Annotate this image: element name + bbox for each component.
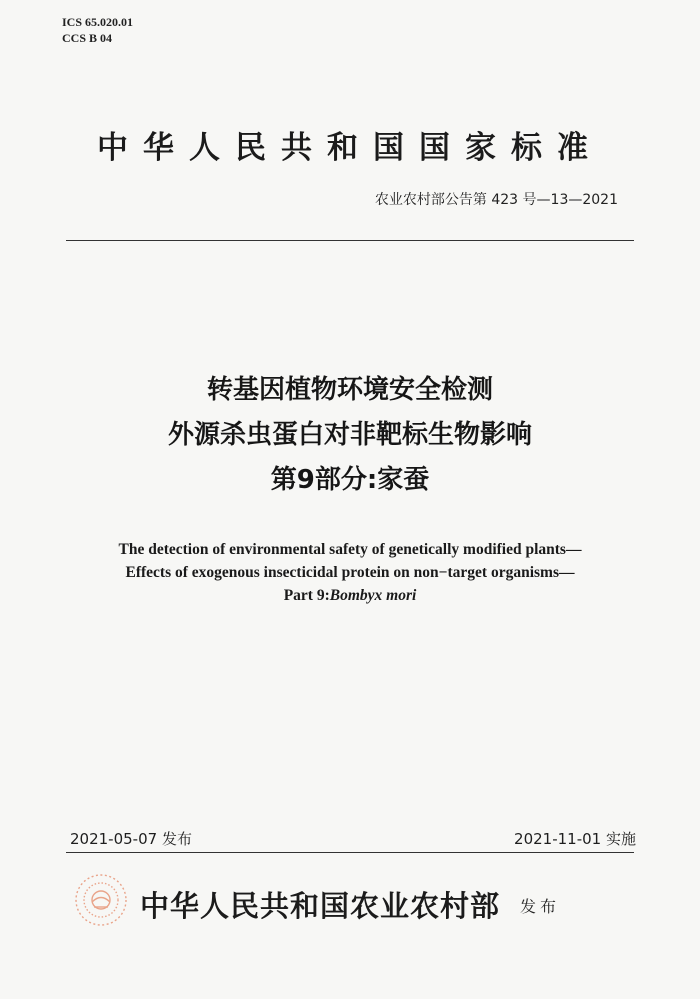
chinese-title-line-2: 外源杀虫蛋白对非靶标生物影响: [167, 420, 532, 450]
chinese-title: [40, 368, 660, 503]
issue-date: 2021-05-07 发布: [70, 830, 192, 848]
english-title-line-3: [30, 584, 670, 607]
classification-codes: [62, 14, 133, 46]
english-title: [30, 538, 670, 607]
ics-code: ICS 65.020.01: [62, 15, 134, 29]
ministry-emblem-icon: [72, 871, 130, 929]
bottom-divider: [66, 852, 634, 853]
english-title-line-2: Effects of exogenous insecticidal protein on non−target organisms—: [125, 564, 575, 581]
chinese-title-line-1: 转基因植物环境安全检测: [206, 375, 493, 405]
ccs-code: CCS B 04: [62, 31, 113, 45]
english-title-line-1: The detection of environmental safety of genetically modified plants—: [118, 541, 582, 558]
chinese-title-line-3: 第9部分:家蚕: [270, 465, 430, 495]
standard-type-title: 中华人民共和国国家标准: [97, 130, 603, 166]
english-title-part: Part 9:: [283, 587, 330, 604]
effective-date: 2021-11-01 实施: [514, 830, 636, 848]
issue-label: 发布: [520, 897, 561, 916]
issuing-authority: 中华人民共和国农业农村部: [140, 889, 501, 923]
top-divider: [66, 240, 634, 241]
standard-number: 农业农村部公告第 423 号—13—2021: [374, 192, 618, 208]
species-name: Bombyx mori: [329, 587, 417, 604]
